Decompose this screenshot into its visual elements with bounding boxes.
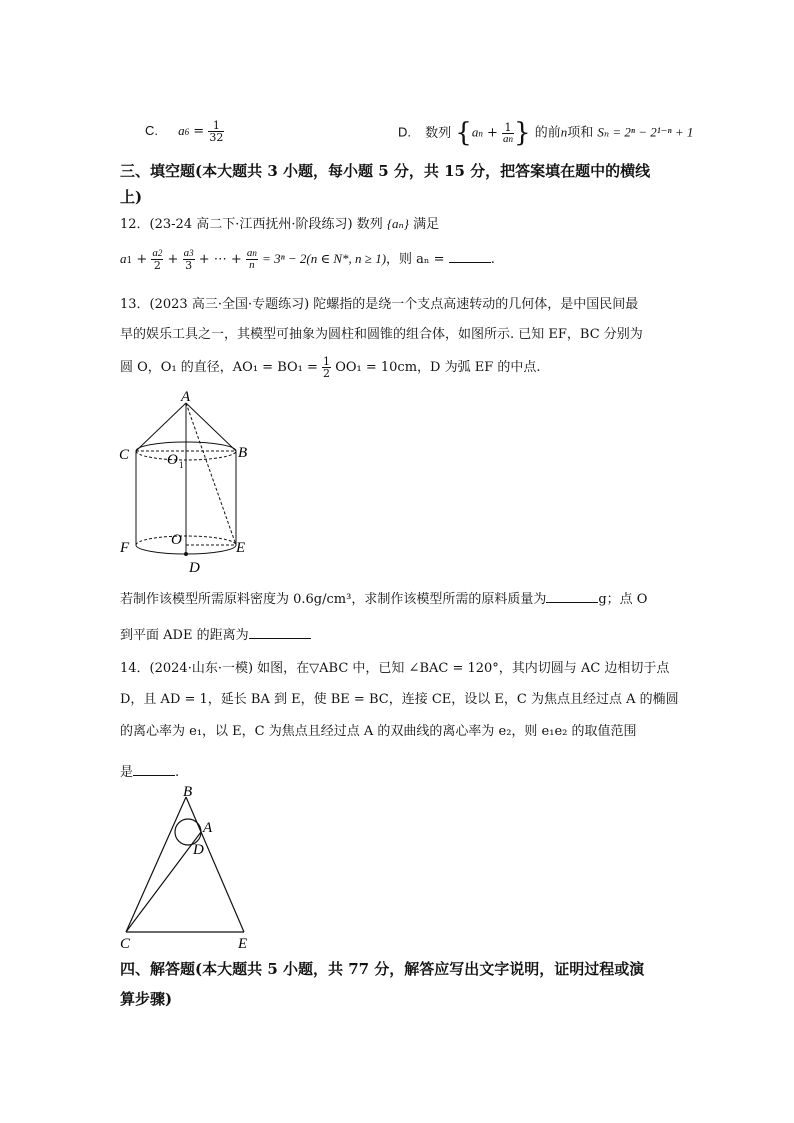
q13-line3: 圆 O，O₁ 的直径，AO₁ = BO₁ = $\frac{1}{2}$ OO₁ = 10cm，D 为弧 EF 的中点.: [120, 355, 541, 380]
q14-line4: 是 .: [120, 765, 180, 780]
q13-line5: 到平面 ADE 的距离为: [120, 624, 311, 643]
fig13-label-a: A: [181, 389, 191, 405]
q12-answer-blank[interactable]: [449, 250, 491, 263]
q14-line3: 的离心率为 e₁，以 E，C 为焦点且经过点 A 的双曲线的离心率为 e₂，则 e₁e₂ 的取值范围: [120, 724, 637, 739]
option-c: C. a6 = $\frac{1}{32}$: [145, 119, 224, 144]
fig14-label-e: E: [238, 936, 248, 952]
fig13-label-o1: O: [167, 452, 178, 468]
section4-title-line1: 四、解答题(本大题共 5 小题，共 77 分，解答应写出文字说明，证明过程或演: [120, 960, 645, 978]
q13-figure: [115, 388, 265, 578]
section4-title-line2: 算步骤): [120, 990, 173, 1008]
fig14-label-c: C: [120, 936, 131, 952]
q13-distance-blank[interactable]: [249, 626, 311, 639]
fig13-label-o: O: [171, 532, 182, 548]
option-c-label: C.: [145, 123, 158, 138]
fig14-label-b: B: [183, 784, 193, 800]
fig13-label-e: E: [236, 540, 246, 556]
option-d-label: D.: [398, 124, 411, 140]
fig13-label-c: C: [119, 447, 130, 463]
fig14-label-a: A: [203, 820, 213, 836]
q14-line2: D，且 AD = 1，延长 BA 到 E，使 BE = BC，连接 CE，设以 E，C 为焦点且经过点 A 的椭圆: [120, 692, 679, 707]
option-d: D. 数列 {an + $\frac{1}{an}$ } 的前n项和 Sₙ = 2ⁿ − 2¹⁻ⁿ + 1: [398, 118, 694, 148]
option-d-sum: Sₙ = 2ⁿ − 2¹⁻ⁿ + 1: [597, 124, 694, 140]
q14-line1: 14．(2024·山东·一模) 如图，在▽ABC 中，已知 ∠BAC = 120°，其内切圆与 AC 边相切于点: [120, 661, 670, 676]
q13-mass-blank[interactable]: [546, 590, 598, 603]
q14-answer-blank[interactable]: [133, 763, 175, 776]
q13-line1: 13．(2023 高三·全国·专题练习) 陀螺指的是绕一个支点高速转动的几何体，是中国民间最: [120, 297, 639, 312]
fig13-label-b: B: [238, 445, 248, 461]
fig13-label-f: F: [120, 540, 130, 556]
fig13-label-d: D: [189, 560, 200, 576]
section3-title-line1: 三、填空题(本大题共 3 小题，每小题 5 分，共 15 分，把答案填在题中的横线: [120, 162, 651, 180]
q14-figure: [115, 782, 265, 952]
fig14-label-d: D: [193, 842, 204, 858]
q12-intro: 12．(23-24 高二下·江西抚州·阶段练习) 数列 {aₙ} 满足: [120, 216, 440, 232]
q13-line4: 若制作该模型所需原料密度为 0.6g/cm³，求制作该模型所需的原料质量为 g；点 O: [120, 592, 648, 607]
q12-formula: a1 + $\frac{a2}{2}$ + $\frac{a3}{3}$ + ⋯ + $\frac{an}{n}$ = 3ⁿ − 2(n ∈ N*, n ≥ 1)，则 aₙ = .: [120, 247, 495, 272]
option-c-fraction: $\frac{1}{32}$: [209, 119, 224, 144]
q13-line2: 早的娱乐工具之一，其模型可抽象为圆柱和圆锥的组合体，如图所示. 已知 EF，BC 分别为: [120, 327, 643, 342]
section3-title-line2: 上): [120, 188, 143, 206]
fig13-label-o1-sub: 1: [179, 460, 184, 470]
